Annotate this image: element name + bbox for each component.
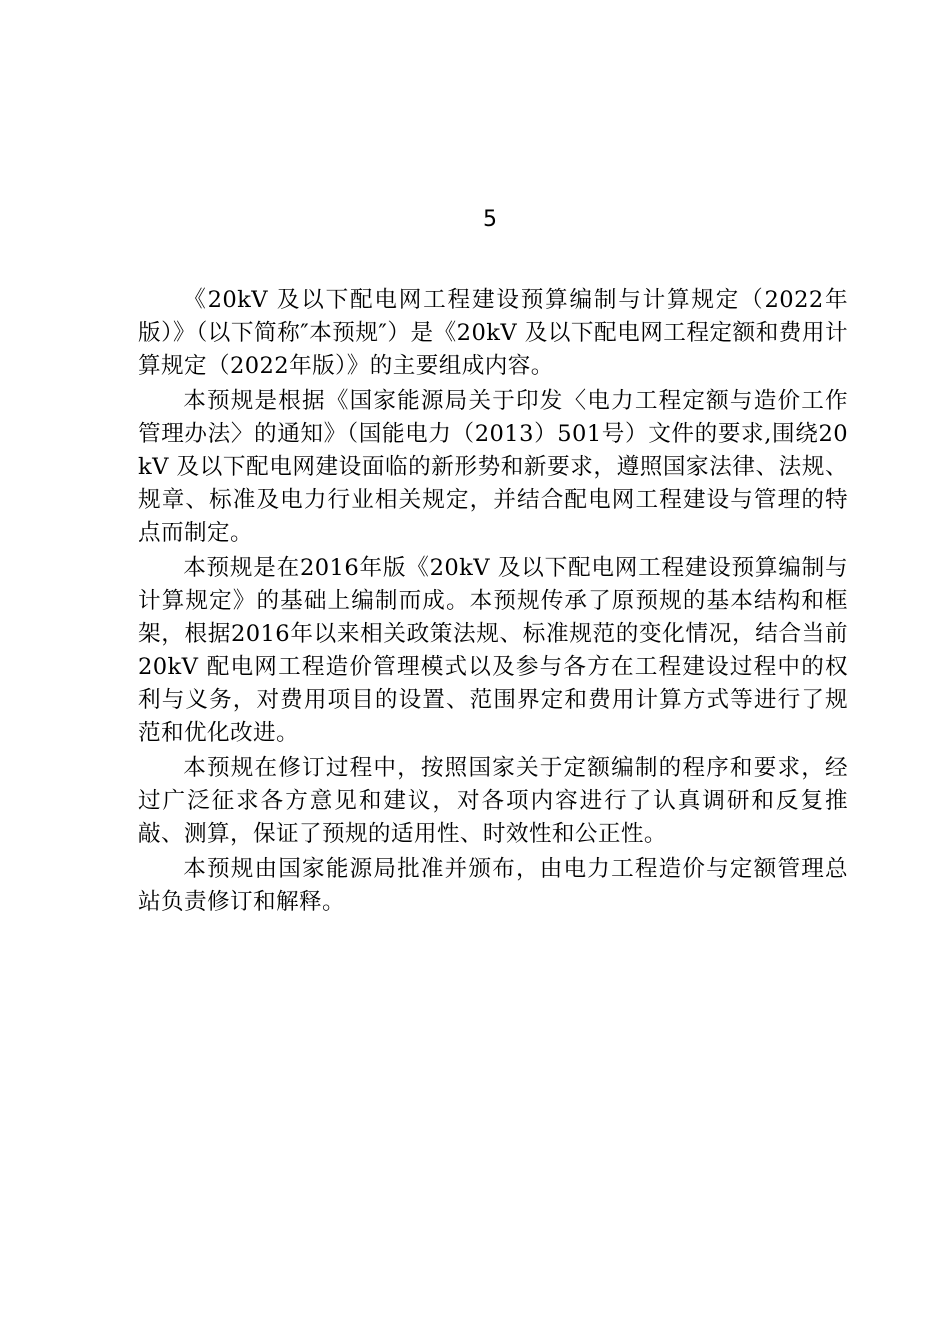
- paragraph-2: 本预规是根据《国家能源局关于印发〈电力工程定额与造价工作管理办法〉的通知》（国能电力（2013）501号）文件的要求,围绕20kV 及以下配电网建设面临的新形势和新要求，遵照国家法律、法规、规章、标准及电力行业相关规定，并结合配电网工程建设与管理的特点而制定。: [138, 388, 848, 546]
- paragraph-3: 本预规是在2016年版《20kV 及以下配电网工程建设预算编制与计算规定》的基础上编制而成。本预规传承了原预规的基本结构和框架，根据2016年以来相关政策法规、标准规范的变化情况，结合当前20kV 配电网工程造价管理模式以及参与各方在工程建设过程中的权利与义务，对费用项目的设置、范围界定和费用计算方式等进行了规范和优化改进。: [138, 555, 848, 746]
- paragraph-4: 本预规在修订过程中，按照国家关于定额编制的程序和要求，经过广泛征求各方意见和建议，对各项内容进行了认真调研和反复推敲、测算，保证了预规的适用性、时效性和公正性。: [138, 755, 848, 847]
- paragraph-5: 本预规由国家能源局批准并颁布，由电力工程造价与定额管理总站负责修订和解释。: [138, 856, 848, 915]
- preface-body: [138, 284, 848, 921]
- paragraph-1: 《20kV 及以下配电网工程建设预算编制与计算规定（2022年版）》（以下简称″本预规″）是《20kV 及以下配电网工程定额和费用计算规定（2022年版）》的主要组成内容。: [138, 287, 848, 379]
- page-number: 5: [483, 207, 497, 232]
